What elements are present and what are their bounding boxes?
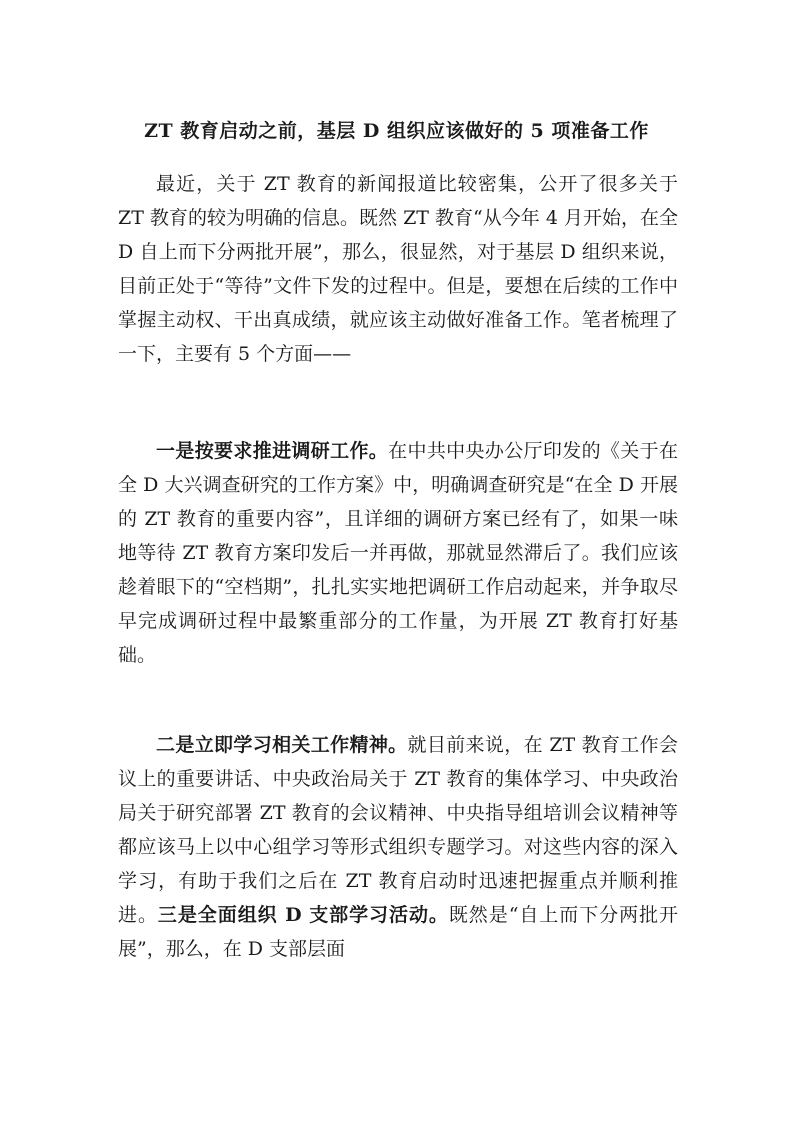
- paragraph-item-2-body: 就目前来说，在 ZT 教育工作会议上的重要讲话、中央政治局关于 ZT 教育的集体学习、中央政治局关于研究部署 ZT 教育的会议精神、中央指导组培训会议精神等都应该马上以中心组学习等形式组织专题学习。对这些内容的深入学习，有助于我们之后在 ZT 教育启动时迅速把握重点并顺利推进。: [118, 734, 678, 926]
- paragraph-item-1-body: 在中共中央办公厅印发的《关于在全 D 大兴调查研究的工作方案》中，明确调查研究是“在全 D 开展的 ZT 教育的重要内容”，且详细的调研方案已经有了，如果一味地等待 ZT 教育方案印发后一并再做，那就显然滞后了。我们应该趁着眼下的“空档期”，扎扎实实地把调研工作启动起来，并争取尽早完成调研过程中最繁重部分的工作量，为开展 ZT 教育打好基础。: [118, 440, 678, 666]
- paragraph-intro-body: 最近，关于 ZT 教育的新闻报道比较密集，公开了很多关于 ZT 教育的较为明确的信息。既然 ZT 教育“从今年 4 月开始，在全 D 自上而下分两批开展”，那么，很显然，对于基层 D 组织来说，目前正处于“等待”文件下发的过程中。但是，要想在后续的工作中掌握主动权、干出真成绩，就应该主动做好准备工作。笔者梳理了一下，主要有 5 个方面——: [118, 173, 678, 365]
- paragraph-item-1-lead: 一是按要求推进调研工作。: [156, 440, 389, 462]
- paragraph-item-3-lead: 三是全面组织 D 支部学习活动。: [157, 904, 449, 926]
- paragraph-item-2: [118, 728, 678, 966]
- paragraph-item-1: [118, 434, 678, 672]
- paragraph-item-2-lead: 二是立即学习相关工作精神。: [156, 734, 408, 756]
- paragraph-item-3-body: 既然是“自上而下分两批开展”，那么，在 D 支部层面: [118, 904, 678, 960]
- document-title: ZT 教育启动之前，基层 D 组织应该做好的 5 项准备工作: [144, 120, 649, 142]
- paragraph-intro: [118, 167, 678, 371]
